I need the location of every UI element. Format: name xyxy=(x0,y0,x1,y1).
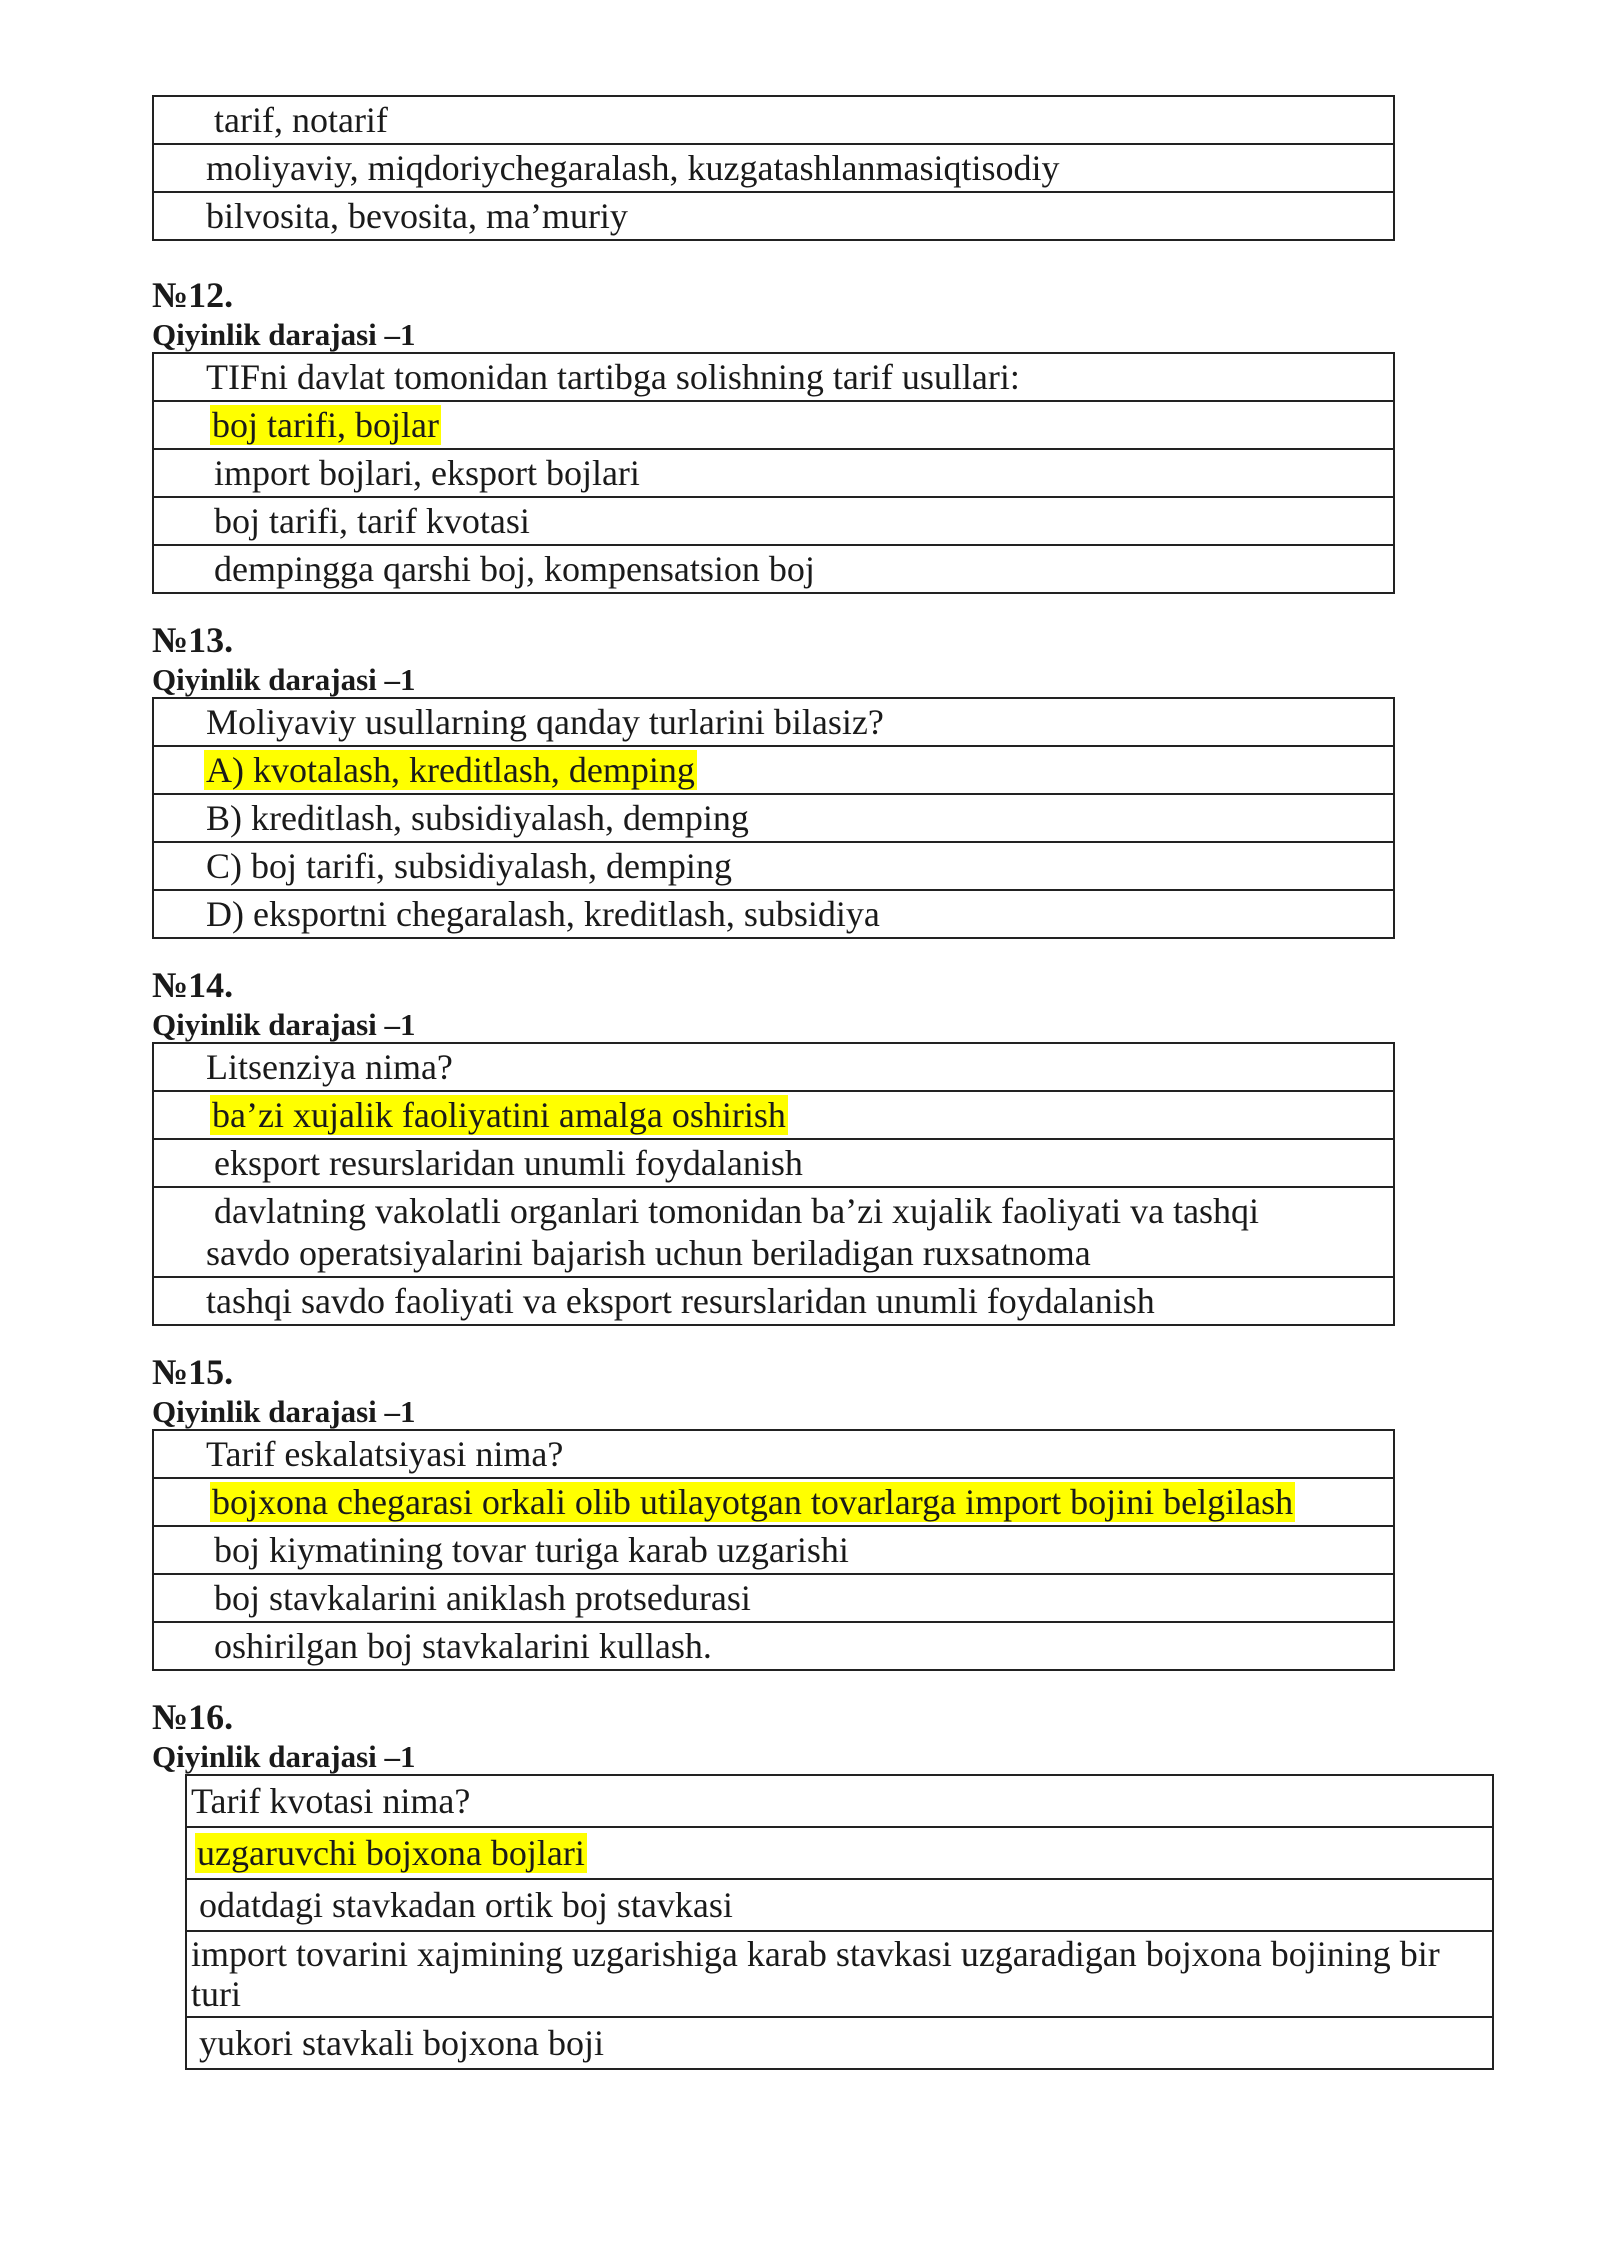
table-row xyxy=(186,1931,1493,2017)
correct-answer-highlight: bojxona chegarasi orkali olib utilayotgan tovarlarga import bojini belgilash xyxy=(212,1482,1294,1522)
question-table xyxy=(152,352,1395,594)
option-cell xyxy=(153,1478,1394,1526)
table-row xyxy=(153,497,1394,545)
option-cell xyxy=(153,401,1394,449)
option-cell: boj stavkalarini aniklash protsedurasi xyxy=(153,1574,1394,1622)
option-cell xyxy=(153,1091,1394,1139)
table-row xyxy=(153,353,1394,401)
table-row xyxy=(153,449,1394,497)
option-cell: bilvosita, bevosita, ma’muriy xyxy=(153,192,1394,240)
option-cell: boj kiymatining tovar turiga karab uzgarishi xyxy=(153,1526,1394,1574)
table-row xyxy=(153,1043,1394,1091)
table-row xyxy=(153,1091,1394,1139)
table-row xyxy=(153,1574,1394,1622)
question-table xyxy=(152,697,1395,939)
question-table xyxy=(152,1042,1395,1326)
option-cell: tarif, notarif xyxy=(153,96,1394,144)
option-cell: dempingga qarshi boj, kompensatsion boj xyxy=(153,545,1394,593)
correct-answer-highlight: ba’zi xujalik faoliyatini amalga oshirish xyxy=(212,1095,786,1135)
question-prompt: TIFni davlat tomonidan tartibga solishning tarif usullari: xyxy=(153,353,1394,401)
option-cell xyxy=(153,1187,1394,1277)
table-row xyxy=(153,698,1394,746)
option-cell: B) kreditlash, subsidiyalash, demping xyxy=(153,794,1394,842)
option-cell: boj tarifi, tarif kvotasi xyxy=(153,497,1394,545)
table-row xyxy=(153,144,1394,192)
question-table xyxy=(185,1774,1494,2070)
table-row xyxy=(186,1827,1493,1879)
table-row xyxy=(153,1277,1394,1325)
option-cell: C) boj tarifi, subsidiyalash, demping xyxy=(153,842,1394,890)
difficulty-level: Qiyinlik darajasi –1 xyxy=(152,317,416,352)
table-row xyxy=(153,96,1394,144)
question-prompt: Tarif eskalatsiyasi nima? xyxy=(153,1430,1394,1478)
table-row xyxy=(186,1775,1493,1827)
option-cell: moliyaviy, miqdoriychegaralash, kuzgatashlanmasiqtisodiy xyxy=(153,144,1394,192)
table-row xyxy=(186,2017,1493,2069)
answer-table-prev xyxy=(152,95,1395,241)
question-number: №16. xyxy=(152,1697,234,1737)
option-line: davlatning vakolatli organlari tomonidan ba’zi xujalik faoliyati va tashqi xyxy=(214,1191,1260,1231)
option-cell xyxy=(153,746,1394,794)
difficulty-level: Qiyinlik darajasi –1 xyxy=(152,1739,416,1774)
option-cell: oshirilgan boj stavkalarini kullash. xyxy=(153,1622,1394,1670)
option-cell: import bojlari, eksport bojlari xyxy=(153,449,1394,497)
question-prompt: Tarif kvotasi nima? xyxy=(186,1775,1493,1827)
question-number: №13. xyxy=(152,620,234,660)
table-row xyxy=(153,1478,1394,1526)
option-cell xyxy=(186,1931,1493,2017)
correct-answer-highlight: boj tarifi, bojlar xyxy=(212,405,439,445)
question-number: №14. xyxy=(152,965,234,1005)
table-row xyxy=(153,794,1394,842)
table-row xyxy=(153,1139,1394,1187)
table-row xyxy=(153,545,1394,593)
option-line: savdo operatsiyalarini bajarish uchun beriladigan ruxsatnoma xyxy=(206,1233,1091,1273)
option-cell xyxy=(186,1827,1493,1879)
table-row xyxy=(153,890,1394,938)
option-cell: yukori stavkali bojxona boji xyxy=(186,2017,1493,2069)
table-row xyxy=(153,746,1394,794)
option-cell: D) eksportni chegaralash, kreditlash, subsidiya xyxy=(153,890,1394,938)
question-number: №12. xyxy=(152,275,234,315)
table-row xyxy=(153,401,1394,449)
option-line: turi xyxy=(191,1974,241,2014)
option-cell: eksport resurslaridan unumli foydalanish xyxy=(153,1139,1394,1187)
table-row xyxy=(153,1187,1394,1277)
correct-answer-highlight: uzgaruvchi bojxona bojlari xyxy=(197,1833,585,1873)
table-row xyxy=(153,842,1394,890)
table-row xyxy=(153,1622,1394,1670)
question-table xyxy=(152,1429,1395,1671)
table-row xyxy=(186,1879,1493,1931)
option-line: import tovarini xajmining uzgarishiga karab stavkasi uzgaradigan bojxona bojining bir xyxy=(191,1934,1440,1974)
difficulty-level: Qiyinlik darajasi –1 xyxy=(152,1007,416,1042)
question-prompt: Litsenziya nima? xyxy=(153,1043,1394,1091)
question-number: №15. xyxy=(152,1352,234,1392)
question-prompt: Moliyaviy usullarning qanday turlarini bilasiz? xyxy=(153,698,1394,746)
table-row xyxy=(153,1526,1394,1574)
option-cell: tashqi savdo faoliyati va eksport resurslaridan unumli foydalanish xyxy=(153,1277,1394,1325)
table-row xyxy=(153,192,1394,240)
option-cell: odatdagi stavkadan ortik boj stavkasi xyxy=(186,1879,1493,1931)
difficulty-level: Qiyinlik darajasi –1 xyxy=(152,1394,416,1429)
correct-answer-highlight: A) kvotalash, kreditlash, demping xyxy=(206,750,695,790)
table-row xyxy=(153,1430,1394,1478)
difficulty-level: Qiyinlik darajasi –1 xyxy=(152,662,416,697)
